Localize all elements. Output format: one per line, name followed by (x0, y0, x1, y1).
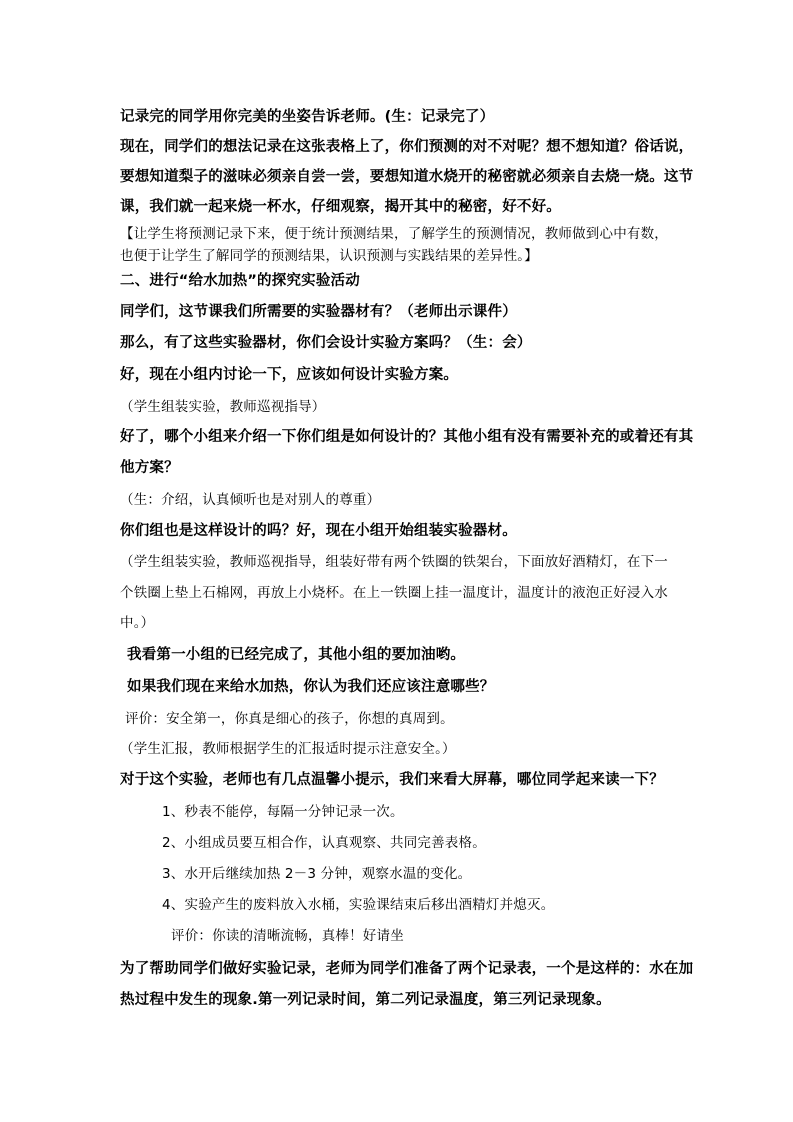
list-item: 2、小组成员要互相合作，认真观察、共同完善表格。 (162, 835, 486, 851)
list-item: 1、秒表不能停，每隔一分钟记录一次。 (162, 804, 404, 820)
text-line: 【让学生将预测记录下来，便于统计预测结果，了解学生的预测情况，教师做到心中有数， (120, 226, 668, 242)
text-line: （学生汇报，教师根据学生的汇报适时提示注意安全。） (120, 741, 456, 757)
text-line: 评价：安全第一，你真是细心的孩子，你想的真周到。 (125, 711, 454, 727)
section-heading: 二、进行“给水加热”的探究实验活动 (120, 273, 360, 289)
text-line: 你们组也是这样设计的吗？好，现在小组开始组装实验器材。 (120, 523, 517, 539)
text-line: 为了帮助同学们做好实验记录，老师为同学们准备了两个记录表，一个是这样的：水在加 (120, 961, 694, 977)
list-item: 4、实验产生的废料放入水桶，实验课结束后移出酒精灯并熄灭。 (162, 897, 555, 913)
text-line: （生：介绍，认真倾听也是对别人的尊重） (120, 492, 381, 508)
text-line: 课，我们就一起来烧一杯水，仔细观察，揭开其中的秘密，好不好。 (120, 199, 561, 215)
text-line: （学生组装实验，教师巡视指导） (120, 399, 326, 415)
text-line: 要想知道梨子的滋味必须亲自尝一尝，要想知道水烧开的秘密就必须亲自去烧一烧。这节 (120, 169, 694, 185)
text-line: 他方案？ (120, 460, 179, 476)
text-line: 现在，同学们的想法记录在这张表格上了，你们预测的对不对呢？想不想知道？俗话说， (120, 139, 694, 155)
text-line: 也便于让学生了解同学的预测结果，认识预测与实践结果的差异性。】 (120, 248, 538, 264)
text-line: 记录完的同学用你完美的坐姿告诉老师。(生：记录完了） (120, 109, 495, 125)
text-line: 个铁圈上垫上石棉网，再放上小烧杯。在上一铁圈上挂一温度计，温度计的液泡正好浸入水 (120, 585, 668, 601)
text-line: 评价：你读的清晰流畅，真棒！好请坐 (171, 928, 404, 944)
text-line: 那么，有了这些实验器材，你们会设计实验方案吗？（生：会） (120, 335, 532, 351)
text-line: 好了，哪个小组来介绍一下你们组是如何设计的？其他小组有没有需要补充的或着还有其 (120, 429, 694, 445)
text-line: 对于这个实验，老师也有几点温馨小提示，我们来看大屏幕，哪位同学起来读一下？ (120, 772, 664, 788)
list-item: 3、水开后继续加热 2－3 分钟，观察水温的变化。 (162, 866, 472, 882)
text-line: （学生组装实验，教师巡视指导，组装好带有两个铁圈的铁架台，下面放好酒精灯，在下一 (120, 554, 668, 570)
text-line: 好，现在小组内讨论一下，应该如何设计实验方案。 (120, 367, 459, 383)
text-line: 中。） (120, 615, 155, 631)
text-line: 如果我们现在来给水加热，你认为我们还应该注意哪些？ (127, 679, 495, 695)
text-line: 同学们，这节课我们所需要的实验器材有？（老师出示课件） (120, 304, 517, 320)
text-line: 热过程中发生的现象.第一列记录时间，第二列记录温度，第三列记录现象。 (120, 992, 611, 1008)
text-line: 我看第一小组的已经完成了，其他小组的要加油哟。 (127, 647, 466, 663)
